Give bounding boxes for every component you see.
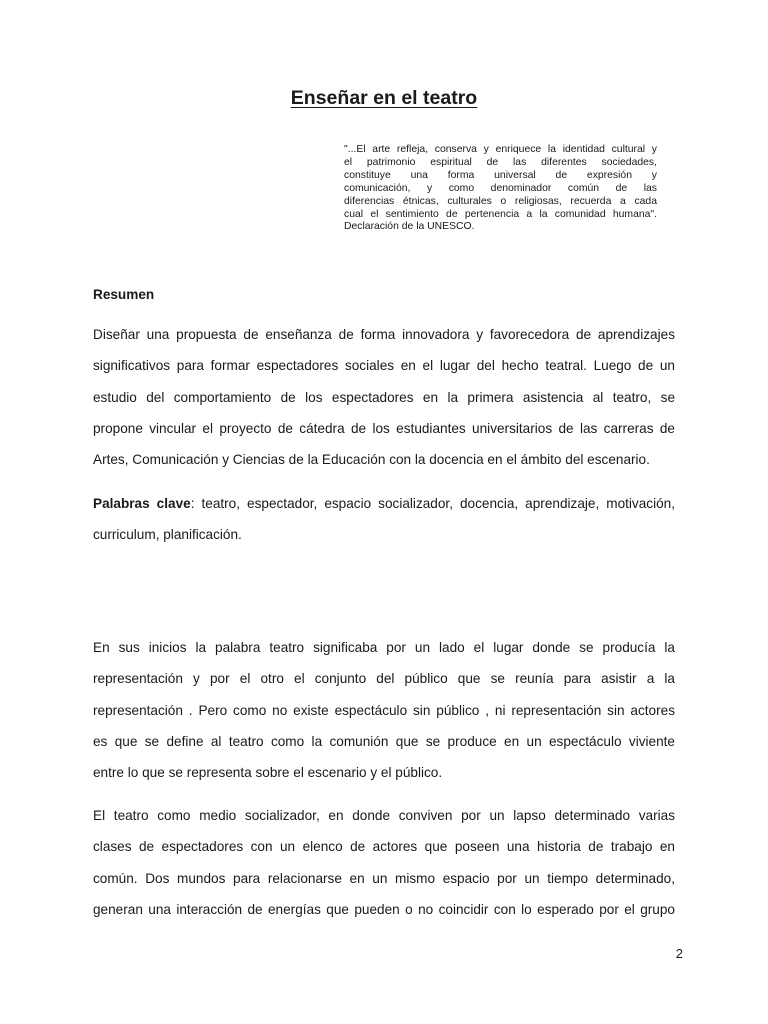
- epigraph-line: cual el sentimiento de pertenencia a la comunidad humana".: [344, 208, 657, 220]
- paragraph-line: es que se define al teatro como la comunión que se produce en un espectáculo viviente: [93, 733, 675, 749]
- epigraph-attribution: Declaración de la UNESCO.: [344, 221, 475, 233]
- page-number: 2: [675, 946, 683, 961]
- paragraph-line: propone vincular el proyecto de cátedra de los estudiantes universitarios de las carreras de: [93, 420, 675, 436]
- paragraph-line: significativos para formar espectadores sociales en el lugar del hecho teatral. Luego de un: [93, 358, 675, 374]
- epigraph-line: diferencias étnicas, culturales o religiosas, recuerda a cada: [344, 195, 657, 207]
- paragraph-line: representación . Pero como no existe espectáculo sin público , ni representación sin actores: [93, 702, 675, 718]
- keywords-line: [93, 488, 675, 519]
- body-paragraph-1: [93, 632, 675, 788]
- epigraph-line: "...El arte refleja, conserva y enriquece la identidad cultural y: [344, 144, 657, 155]
- keywords-list: : teatro, espectador, espacio socializador, docencia, aprendizaje, motivación,: [190, 496, 675, 511]
- paragraph-line: Artes, Comunicación y Ciencias de la Educación con la docencia en el ámbito del escenario.: [93, 452, 650, 468]
- epigraph-line: constituye una forma universal de expresión y: [344, 169, 657, 181]
- paragraph-line: común. Dos mundos para relacionarse en un mismo espacio por un tiempo determinado,: [93, 870, 675, 886]
- paragraph-line: estudio del comportamiento de los espectadores en la primera asistencia al teatro, se: [93, 389, 675, 405]
- epigraph-line: comunicación, y como denominador común de las: [344, 182, 657, 194]
- paragraph-line: generan una interacción de energías que pueden o no coincidir con lo esperado por el grupo: [93, 901, 675, 917]
- paragraph-line: Diseñar una propuesta de enseñanza de forma innovadora y favorecedora de aprendizajes: [93, 327, 675, 342]
- epigraph-line: el patrimonio espiritual de las diferentes sociedades,: [344, 156, 657, 168]
- section-heading-resumen: Resumen: [93, 287, 155, 302]
- paragraph-line: clases de espectadores con un elenco de actores que poseen una historia de trabajo en: [93, 839, 675, 855]
- body-paragraph-2: [93, 800, 675, 925]
- paragraph-line: representación y por el otro el conjunto del público que se reunía para asistir a la: [93, 671, 675, 687]
- keywords-line: curriculum, planificación.: [93, 527, 242, 543]
- paragraph-line: En sus inicios la palabra teatro significaba por un lado el lugar donde se producía la: [93, 640, 675, 655]
- keywords-paragraph: [93, 488, 675, 551]
- epigraph-quote: [344, 144, 657, 234]
- abstract-paragraph: [93, 319, 675, 475]
- paragraph-line: El teatro como medio socializador, en donde conviven por un lapso determinado varias: [93, 808, 675, 823]
- paragraph-line: entre lo que se representa sobre el escenario y el público.: [93, 765, 443, 781]
- keywords-label: Palabras clave: [93, 496, 191, 511]
- document-title: Enseñar en el teatro: [290, 87, 478, 109]
